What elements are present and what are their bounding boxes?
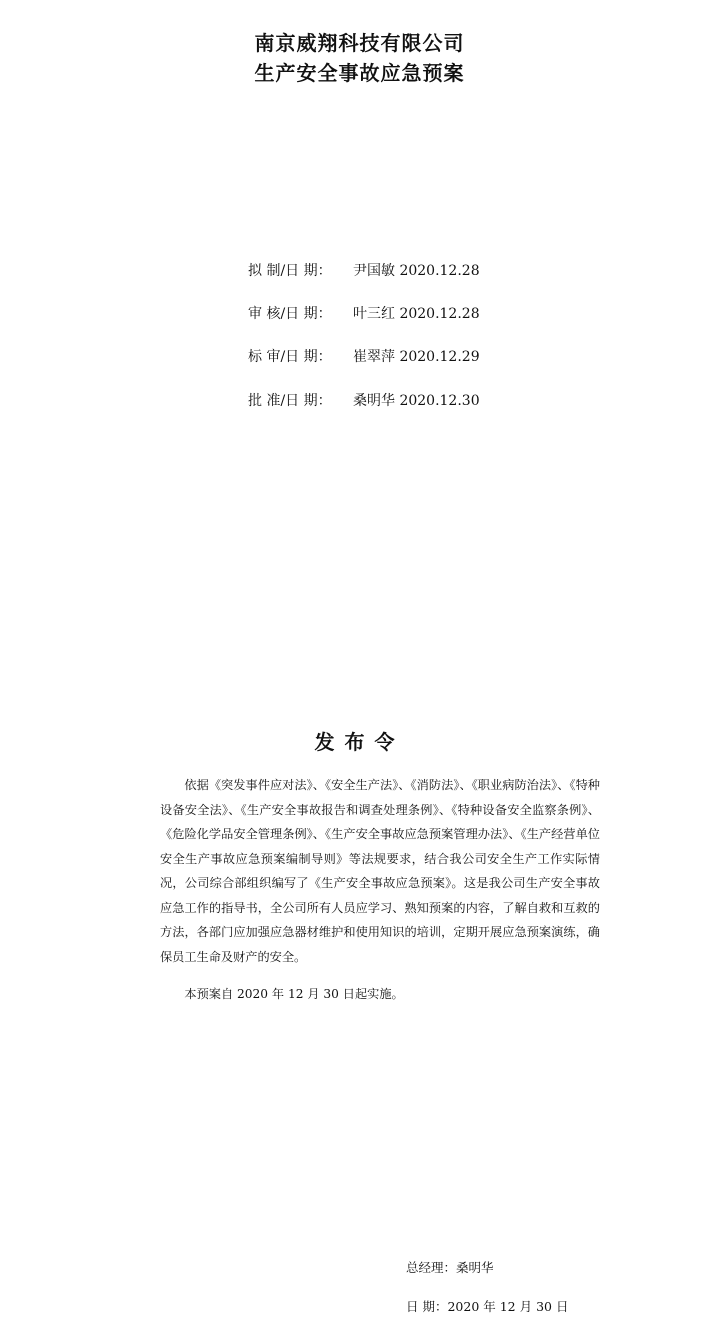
approval-label: 批 准/日 期： [248, 393, 332, 409]
decree-heading: 发布令 [314, 730, 405, 754]
approval-value: 尹国敏 2020.12.28 [353, 263, 480, 279]
document-title: 生产安全事故应急预案 [254, 61, 465, 85]
signature-date: 日 期：2020 年 12 月 30 日 [406, 1299, 569, 1314]
approval-row-draft [248, 261, 480, 281]
decree-body [160, 773, 600, 1007]
approval-row-standard-review [248, 347, 480, 367]
approval-value: 叶三红 2020.12.28 [353, 306, 480, 322]
approval-value: 桑明华 2020.12.30 [353, 393, 480, 409]
approval-row-approve [248, 391, 480, 411]
company-name: 南京威翔科技有限公司 [254, 31, 465, 55]
approval-label: 审 核/日 期： [248, 306, 332, 322]
approval-label: 标 审/日 期： [248, 349, 332, 365]
approval-row-review [248, 304, 480, 324]
decree-paragraph-effective: 本预案自 2020 年 12 月 30 日起实施。 [184, 987, 404, 1001]
approval-value: 崔翠萍 2020.12.29 [353, 349, 480, 365]
approval-label: 拟 制/日 期： [248, 263, 332, 279]
general-manager-signature: 总经理：桑明华 [406, 1260, 494, 1275]
decree-paragraph-main: 依据《突发事件应对法》、《安全生产法》、《消防法》、《职业病防治法》、《特种设备安全法》、《生产安全事故报告和调查处理条例》、《特种设备安全监察条例》、《危险化学品安全管理条例》、《生产安全事故应急预案管理办法》、《生产经营单位安全生产事故应急预案编制导则》等法规要求，结合我公司安全生产工作实际情况，公司综合部组织编写了《生产安全事故应急预案》。这是我公司生产安全事故应急工作的指导书，全公司所有人员应学习、熟知预案的内容，了解自救和互救的方法，各部门应加强应急器材维护和使用知识的培训，定期开展应急预案演练，确保员工生命及财产的安全。 [160, 778, 600, 964]
